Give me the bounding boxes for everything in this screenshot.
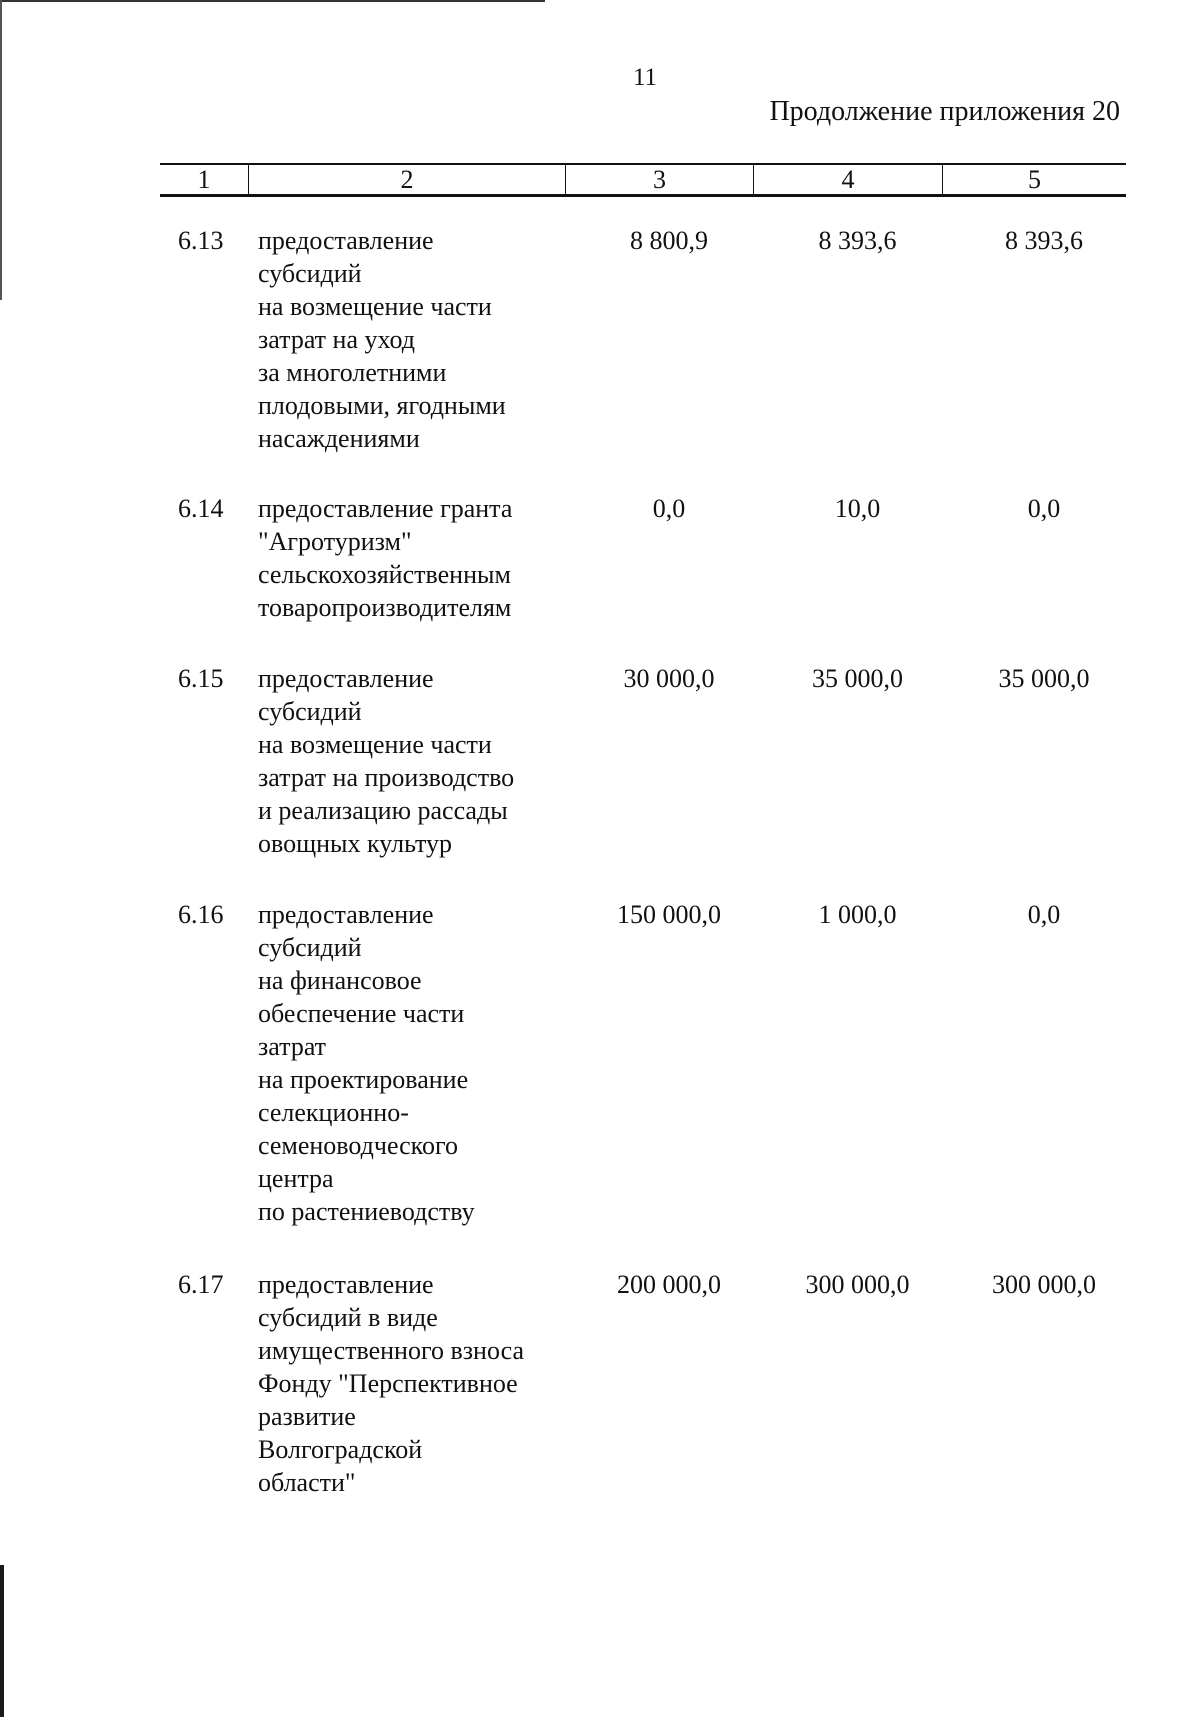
row-description: [258, 224, 578, 455]
value-col-5: 0,0: [1027, 494, 1061, 523]
description-line: на возмещение части: [258, 730, 492, 759]
value-col-4: 1 000,0: [818, 900, 897, 929]
value-col-4: 300 000,0: [805, 1270, 910, 1299]
header-col-2: 2: [248, 165, 565, 194]
description-line: плодовыми, ягодными: [258, 391, 506, 420]
value-col-3: 30 000,0: [623, 664, 715, 693]
header-col-1: 1: [197, 165, 211, 194]
description-line: и реализацию рассады: [258, 796, 508, 825]
description-line: имущественного взноса: [258, 1336, 524, 1365]
description-line: предоставление: [258, 900, 434, 929]
scan-edge-line-bottom: [0, 1565, 4, 1717]
description-line: субсидий: [258, 697, 362, 726]
appendix-title: Продолжение приложения 20: [769, 96, 1120, 127]
description-line: на проектирование: [258, 1065, 469, 1094]
description-line: насаждениями: [258, 424, 420, 453]
row-number: 6.17: [178, 1270, 224, 1299]
description-line: "Агротуризм": [258, 527, 412, 556]
row-description: [258, 662, 578, 860]
description-line: за многолетними: [258, 358, 447, 387]
scan-edge-line-top: [0, 0, 2, 300]
value-col-3: 150 000,0: [617, 900, 721, 929]
description-line: сельскохозяйственным: [258, 560, 511, 589]
value-col-3: 200 000,0: [617, 1270, 721, 1299]
description-line: предоставление: [258, 226, 434, 255]
description-line: Волгоградской: [258, 1435, 423, 1464]
description-line: селекционно-: [258, 1098, 409, 1127]
description-line: центра: [258, 1164, 334, 1193]
description-line: субсидий: [258, 259, 362, 288]
row-number: 6.14: [178, 494, 224, 523]
description-line: затрат на уход: [258, 325, 415, 354]
description-line: субсидий: [258, 933, 362, 962]
value-col-4: 35 000,0: [812, 664, 903, 693]
value-col-5: 300 000,0: [992, 1270, 1096, 1299]
description-line: области": [258, 1468, 356, 1497]
description-line: субсидий в виде: [258, 1303, 438, 1332]
description-line: развитие: [258, 1402, 356, 1431]
description-line: предоставление: [258, 1270, 434, 1299]
scan-top-rule: [0, 0, 545, 2]
description-line: предоставление гранта: [258, 494, 513, 523]
description-line: овощных культур: [258, 829, 452, 858]
row-number: 6.16: [178, 900, 224, 929]
value-col-4: 8 393,6: [818, 226, 897, 255]
page-number: 11: [632, 64, 658, 91]
row-description: [258, 492, 578, 624]
description-line: предоставление: [258, 664, 434, 693]
header-col-4: 4: [753, 165, 942, 194]
value-col-4: 10,0: [834, 494, 881, 523]
value-col-5: 8 393,6: [1005, 226, 1083, 255]
description-line: затрат: [258, 1032, 327, 1061]
header-col-5: 5: [942, 165, 1126, 194]
table-header: [160, 163, 1126, 197]
description-line: обеспечение части: [258, 999, 465, 1028]
description-line: затрат на производство: [258, 763, 515, 792]
header-col-3: 3: [565, 165, 753, 194]
description-line: по растениеводству: [258, 1197, 475, 1226]
description-line: Фонду "Перспективное: [258, 1369, 518, 1398]
description-line: товаропроизводителям: [258, 593, 512, 622]
description-line: на финансовое: [258, 966, 422, 995]
description-line: семеноводческого: [258, 1131, 459, 1160]
row-description: [258, 898, 578, 1228]
row-description: [258, 1268, 578, 1499]
row-number: 6.13: [178, 226, 224, 255]
value-col-5: 0,0: [1027, 900, 1061, 929]
value-col-3: 0,0: [652, 494, 686, 523]
description-line: на возмещение части: [258, 292, 492, 321]
row-number: 6.15: [178, 664, 224, 693]
value-col-5: 35 000,0: [998, 664, 1090, 693]
value-col-3: 8 800,9: [630, 226, 708, 255]
